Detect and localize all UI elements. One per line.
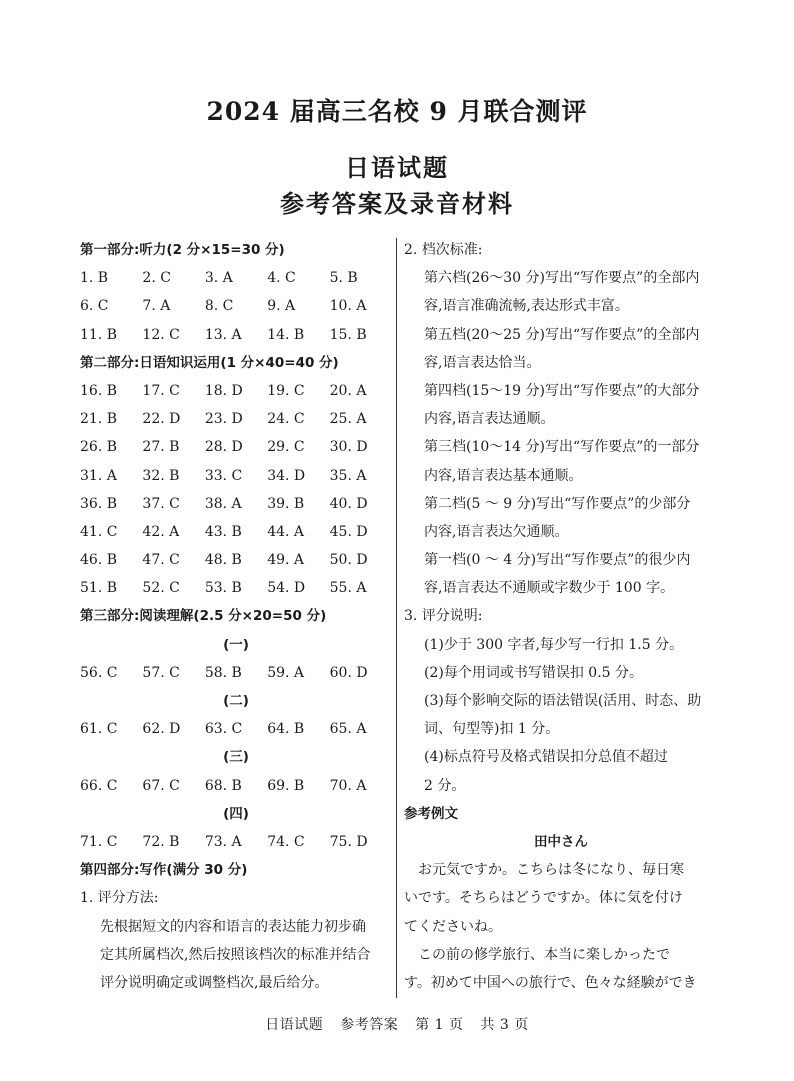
text-line: 容,语言表达恰当。 — [424, 354, 541, 371]
text-line: お元気ですか。こちらは冬になり、毎日寒 — [404, 862, 684, 879]
answer-item: 55. A — [329, 580, 367, 597]
answer-item: 49. A — [267, 552, 305, 569]
text-line: この前の修学旅行、本当に楽しかったで — [404, 946, 670, 963]
answer-item: 6. C — [80, 298, 109, 315]
answer-row — [80, 772, 392, 800]
answer-row — [80, 490, 392, 518]
answer-item: 47. C — [142, 552, 180, 569]
answer-item: 42. A — [142, 523, 180, 540]
text-line: 第六档(26～30 分)写出“写作要点”的全部内 — [424, 270, 700, 287]
answer-item: 2. C — [142, 270, 171, 287]
text-line: 第二档(5 ～ 9 分)写出“写作要点”的少部分 — [424, 495, 691, 512]
answer-item: 61. C — [80, 721, 118, 738]
text-line: てくださいね。 — [404, 918, 502, 935]
left-column — [80, 236, 392, 997]
answer-item: 71. C — [80, 833, 118, 850]
answer-item: 34. D — [267, 467, 306, 484]
text-line: 第三档(10～14 分)写出“写作要点”的一部分 — [424, 439, 700, 456]
text-line: 先根据短文的内容和语言的表达能力初步确 — [100, 918, 366, 935]
answer-item: 21. B — [80, 411, 118, 428]
answer-item: 65. A — [329, 721, 367, 738]
answer-item: 20. A — [329, 382, 367, 399]
sample-essay-title: 田中さん — [534, 833, 588, 850]
answer-item: 1. B — [80, 270, 109, 287]
footer-subject: 日语试题 — [265, 1017, 324, 1033]
footer-answer: 参考答案 — [340, 1017, 399, 1033]
answer-item: 3. A — [204, 270, 233, 287]
answer-item: 12. C — [142, 326, 180, 343]
text-line: いです。そちらはどうですか。体に気を付け — [404, 890, 683, 907]
reading-passage-label: (三) — [223, 749, 249, 766]
answer-row — [80, 715, 392, 743]
reading-passage-label: (二) — [223, 693, 249, 709]
sample-essay-body — [404, 856, 718, 997]
answer-item: 14. B — [267, 326, 305, 343]
answer-item: 15. B — [329, 326, 367, 343]
grading-levels-text — [404, 264, 718, 602]
text-line: 容,语言表达不通顺或字数少于 100 字。 — [424, 580, 675, 597]
answer-item: 22. D — [142, 411, 181, 428]
answer-item: 5. B — [329, 270, 358, 287]
answer-row — [80, 292, 392, 320]
section-heading-reading: 第三部分:阅读理解(2.5 分×20=50 分) — [80, 608, 327, 625]
answer-item: 67. C — [142, 777, 180, 794]
column-divider — [396, 238, 397, 998]
text-line: 第一档(0 ～ 4 分)写出“写作要点”的很少内 — [424, 552, 691, 569]
answer-item: 69. B — [267, 777, 305, 794]
answer-row — [80, 518, 392, 546]
answer-item: 24. C — [267, 411, 305, 428]
answer-item: 11. B — [80, 326, 118, 343]
answer-item: 74. C — [267, 833, 305, 850]
scoring-notes-text — [404, 631, 718, 800]
text-line: 内容,语言表达欠通顺。 — [424, 523, 569, 540]
answer-item: 66. C — [80, 777, 118, 794]
sample-essay-heading: 参考例文 — [404, 805, 458, 822]
answer-item: 28. D — [204, 439, 243, 456]
document-subtitle-type: 参考答案及录音材料 — [280, 189, 514, 218]
answer-row — [80, 574, 392, 602]
answer-item: 35. A — [329, 467, 367, 484]
answer-item: 30. D — [329, 439, 368, 456]
answer-item: 51. B — [80, 580, 118, 597]
grading-levels-title: 2. 档次标准: — [404, 242, 483, 258]
answer-row — [80, 828, 392, 856]
text-line: 2 分。 — [424, 777, 466, 794]
answer-item: 29. C — [267, 439, 305, 456]
answer-row — [80, 405, 392, 433]
answer-item: 46. B — [80, 552, 118, 569]
answer-item: 62. D — [142, 721, 181, 738]
answer-row — [80, 321, 392, 349]
scoring-notes-title: 3. 评分说明: — [404, 608, 483, 625]
section-heading-writing: 第四部分:写作(满分 30 分) — [80, 862, 248, 879]
answer-row — [80, 462, 392, 490]
text-line: す。初めて中国への旅行で、色々な経験ができ — [404, 974, 697, 991]
answer-item: 60. D — [329, 664, 368, 681]
answer-item: 4. C — [267, 270, 296, 287]
section-heading-listening: 第一部分:听力(2 分×15=30 分) — [80, 242, 285, 258]
answer-item: 70. A — [329, 777, 367, 794]
answer-item: 38. A — [204, 495, 242, 512]
reading-passage-label: (四) — [223, 805, 249, 822]
answer-item: 57. C — [142, 664, 180, 681]
answer-item: 17. C — [142, 382, 180, 399]
answer-item: 26. B — [80, 439, 118, 456]
answer-item: 52. C — [142, 580, 180, 597]
answer-item: 18. D — [204, 382, 243, 399]
footer-page: 第 1 页 — [415, 1017, 464, 1033]
answer-item: 31. A — [80, 467, 117, 484]
reading-passage-label: (一) — [223, 636, 249, 653]
answer-row — [80, 377, 392, 405]
answer-item: 32. B — [142, 467, 180, 484]
text-line: 第五档(20～25 分)写出“写作要点”的全部内 — [424, 326, 700, 343]
answer-item: 53. B — [204, 580, 242, 597]
answer-item: 44. A — [267, 523, 305, 540]
answer-item: 75. D — [329, 833, 368, 850]
answer-row — [80, 433, 392, 461]
answer-item: 48. B — [204, 552, 242, 569]
answer-item: 23. D — [204, 411, 243, 428]
answer-item: 25. A — [329, 411, 367, 428]
answer-item: 43. B — [204, 523, 242, 540]
answer-item: 63. C — [204, 721, 243, 738]
answer-item: 64. B — [267, 721, 305, 738]
answer-item: 16. B — [80, 382, 118, 399]
answer-item: 40. D — [329, 495, 368, 512]
answer-item: 36. B — [80, 495, 118, 512]
answer-item: 39. B — [267, 495, 305, 512]
answer-item: 10. A — [329, 298, 367, 315]
answer-item: 58. B — [204, 664, 242, 681]
answer-item: 8. C — [204, 298, 234, 315]
answer-item: 45. D — [329, 523, 368, 540]
right-column — [404, 236, 718, 997]
text-line: 内容,语言表达基本通顺。 — [424, 467, 583, 484]
knowledge-answers — [80, 377, 392, 603]
text-line: 词、句型等)扣 1 分。 — [424, 721, 560, 738]
answer-item: 19. C — [267, 382, 305, 399]
answer-item: 13. A — [204, 326, 242, 343]
answer-item: 50. D — [329, 552, 368, 569]
text-line: 评分说明确定或调整档次,最后给分。 — [100, 974, 329, 991]
answer-row — [80, 264, 392, 292]
answer-item: 27. B — [142, 439, 180, 456]
answer-item: 73. A — [204, 833, 242, 850]
text-line: 内容,语言表达通顺。 — [424, 411, 555, 428]
answer-item: 41. C — [80, 523, 118, 540]
answer-item: 7. A — [142, 298, 171, 315]
text-line: (2)每个用词或书写错误扣 0.5 分。 — [424, 664, 643, 681]
answer-item: 59. A — [267, 664, 305, 681]
document-subtitle-subject: 日语试题 — [345, 153, 449, 182]
answer-row — [80, 659, 392, 687]
reading-answers — [80, 631, 392, 857]
answer-item: 9. A — [267, 298, 296, 315]
text-line: 第四档(15～19 分)写出“写作要点”的大部分 — [424, 382, 700, 399]
footer-total: 共 3 页 — [480, 1017, 529, 1033]
document-title: 2024 届高三名校 9 月联合测评 — [206, 97, 588, 126]
answer-item: 56. C — [80, 664, 118, 681]
answer-item: 72. B — [142, 833, 180, 850]
text-line: (3)每个影响交际的语法错误(活用、时态、助 — [424, 693, 702, 709]
answer-row — [80, 546, 392, 574]
text-line: 定其所属档次,然后按照该档次的标准并结合 — [100, 946, 371, 963]
page-footer — [0, 1014, 794, 1034]
answer-item: 54. D — [267, 580, 306, 597]
text-line: (1)少于 300 字者,每少写一行扣 1.5 分。 — [424, 636, 684, 653]
text-line: (4)标点符号及格式错误扣分总值不超过 — [424, 749, 668, 766]
scoring-method-text — [80, 913, 392, 998]
section-heading-knowledge: 第二部分:日语知识运用(1 分×40=40 分) — [80, 354, 339, 371]
text-line: 容,语言准确流畅,表达形式丰富。 — [424, 298, 629, 315]
answer-item: 68. B — [204, 777, 242, 794]
listening-answers — [80, 264, 392, 349]
answer-item: 37. C — [142, 495, 180, 512]
answer-item: 33. C — [204, 467, 243, 484]
scoring-method-title: 1. 评分方法: — [80, 890, 159, 907]
